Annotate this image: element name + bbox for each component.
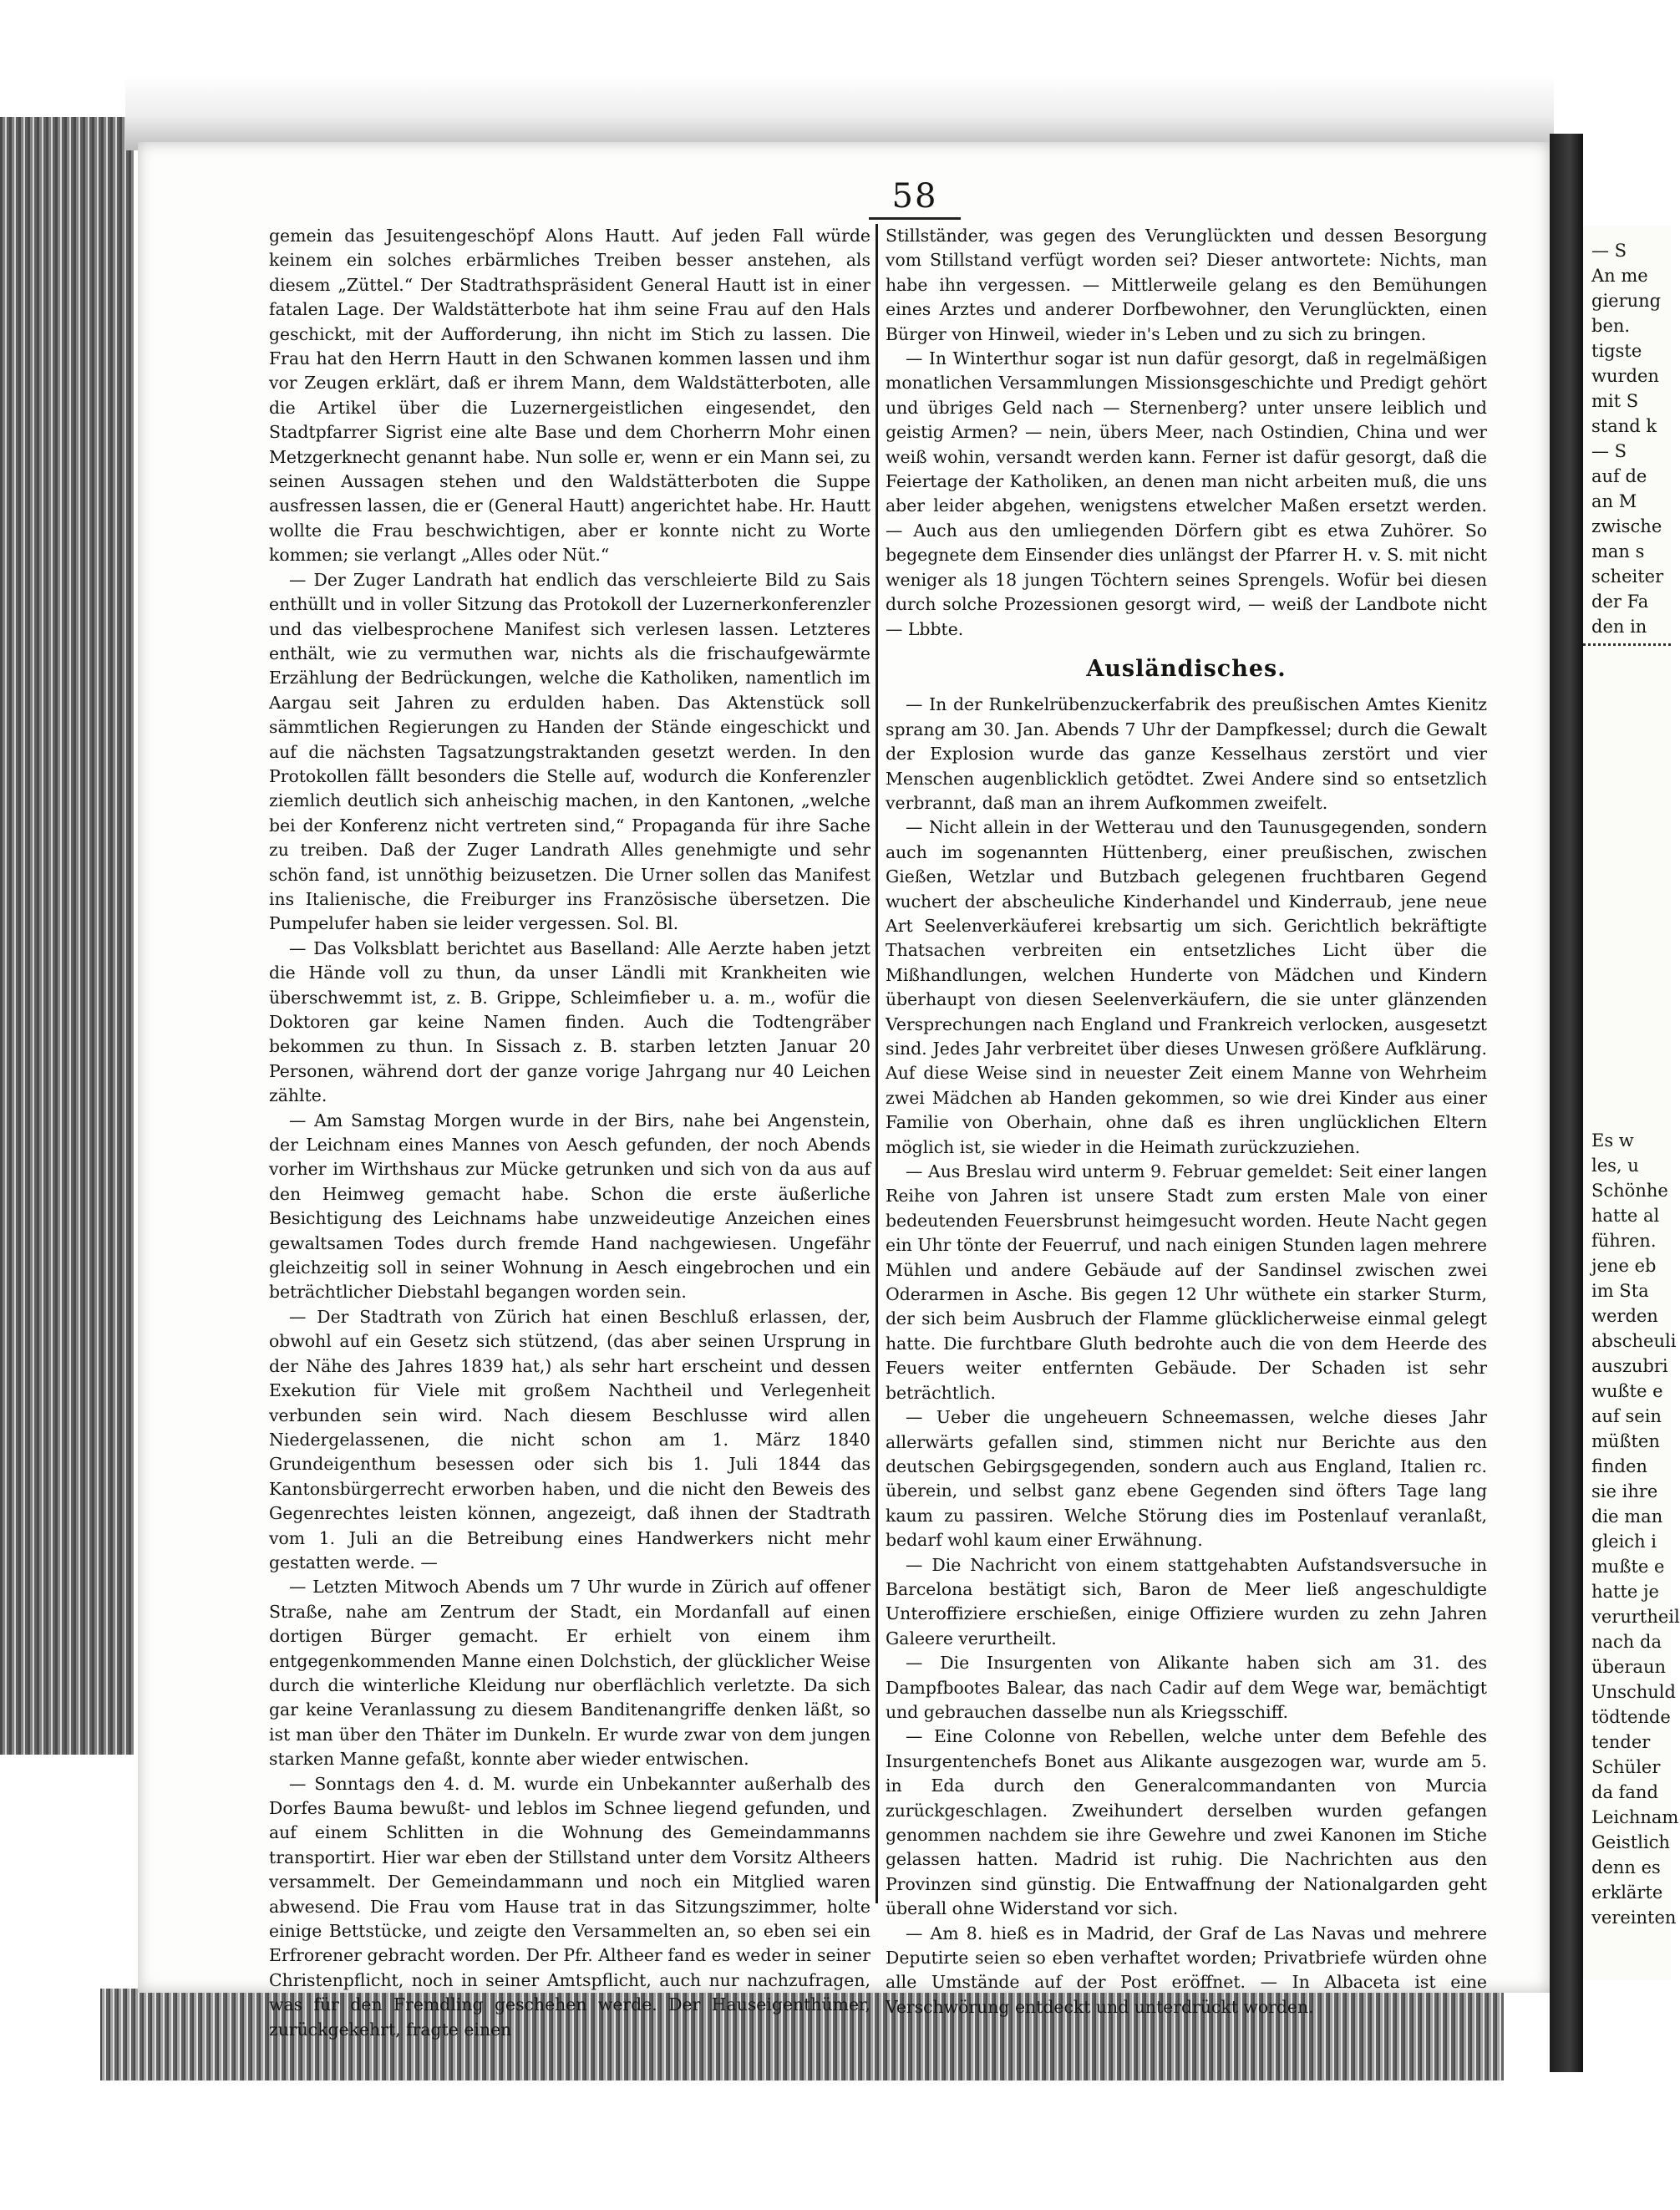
fragment-line: wurden [1591,366,1659,386]
fragment-line: scheiter [1591,566,1664,587]
article-paragraph: — Der Zuger Landrath hat endlich das verschleierte Bild zu Sais enthüllt und in voller Sitzung das Protokoll der Luzernerkonferenzler und das vielbesprochene Manifest sich verlesen lassen. Letzteres enthält, wie zu vermuthen war, nichts als die frischaufgewärmte Erzählung der Bedrückungen, welche die Katholiken, namentlich im Aargau seit Jahren zu erdulden haben. Das Aktenstück soll sämmtlichen Regierungen zu Handen der Stände eingeschickt und auf die nächsten Tagsatzungstraktanden gesetzt werden. In den Protokollen fällt besonders die Stelle auf, wodurch die Konferenzler ziemlich deutlich sich anheischig machen, in den Kantonen, „welche bei der Konferenz nicht vertreten sind,“ Propaganda für ihre Sache zu treiben. Daß der Zuger Landrath Alles genehmigte und sehr schön fand, ist unnöthig beizusetzen. Die Urner sollen das Manifest ins Italienische, die Freiburger ins Französische übersetzen. Die Pumpelufer haben sie leider vergessen. Sol. Bl. [269,569,870,934]
fragment-line: nach da [1591,1632,1662,1652]
fragment-line: Leichnam [1591,1807,1679,1827]
fragment-line: — S [1591,441,1627,461]
fragment-line: — S [1591,241,1627,261]
fragment-line: überaun [1591,1657,1667,1677]
fragment-line: sie ihre [1591,1481,1658,1501]
fragment-line: ben. [1591,316,1631,336]
section-heading: Ausländisches. [1086,655,1287,682]
article-paragraph: — Die Nachricht von einem stattgehabten Aufstandsversuche in Barcelona bestätigt sich, Baron de Meer ließ angeschuldigte Unteroffiziere erschießen, einige Offiziere wurden zu zehn Jahren Galeere verurtheilt. [886,1554,1487,1649]
fragment-line: abscheuli [1591,1331,1677,1351]
fragment-line: an M [1591,491,1637,511]
fragment-line: man s [1591,541,1645,561]
article-paragraph: — Nicht allein in der Wetterau und den Taunusgegenden, sondern auch im sogenannten Hüttenberg, einer preußischen, zwischen Gießen, Wetzlar und Butzbach gelegenen fruchtbaren Gegend wuchert der abscheuliche Kinderhandel und Kinderraub, jene neue Art Seelenverkäuferei krebsartig um sich. Gerichtlich bekräftigte Thatsachen verbreiten ein entsetzliches Licht über die Mißhandlungen, welchen Hunderte von Mädchen und Kindern überhaupt von diesen Seelenverkäufern, die sie unter glänzenden Versprechungen nach England und Frankreich verlocken, ausgesetzt sind. Jedes Jahr verbreitet über dieses Unwesen größere Aufklärung. Auf diese Weise sind in neuester Zeit einem Manne von Wehrheim zwei Mädchen ab Handen gekommen, so wie drei Kinder aus einer Familie von Oberhain, ohne daß es ihren unglücklichen Eltern möglich ist, sie wieder in die Heimath zurückzuziehen. [886,817,1487,1157]
fragment-line: gierung [1591,291,1662,311]
fragment-line: tender [1591,1732,1651,1752]
article-paragraph: — Sonntags den 4. d. M. wurde ein Unbekannter außerhalb des Dorfes Bauma bewußt- und leblos im Schnee liegend gefunden, und auf einem Schlitten in die Wohnung des Gemeindammanns transportirt. Hier war eben der Stillstand unter dem Vorsitz Altheers versammelt. Der Gemeindammann und noch ein Mitglied waren abwesend. Die Frau vom Hause trat in das Sitzungszimmer, holte einige Bettstücke, und zeigte den Versammelten an, so eben sei ein Erfrorener gebracht worden. Der Pfr. Altheer fand es weder in seiner Christenpflicht, noch in seiner Amtspflicht, auch nur nachzufragen, was für den Fremdling geschehen werde. Der Hauseigenthümer, zurückgekehrt, fragte einen [269,1773,870,2040]
page-number: 58 [869,177,961,220]
fragment-line: führen. [1591,1231,1657,1251]
fragment-line: Schüler [1591,1757,1661,1777]
article-paragraph: — Aus Breslau wird unterm 9. Februar gemeldet: Seit einer langen Reihe von Jahren ist unsere Stadt zum ersten Male von einer bedeutenden Feuersbrunst heimgesucht worden. Heute Nacht gegen ein Uhr tönte der Feuerruf, und nach einigen Stunden lagen mehrere Mühlen und andere Gebäude auf der Sandinsel zwischen zwei Oderarmen in Asche. Bis gegen 12 Uhr wüthete ein starker Sturm, der sich beim Ausbruch der Flamme glücklicherweise einmal gelegt hatte. Die furchtbare Gluth bedrohte auch die von dem Heerde des Feuers weiter entfernten Gebäude. Der Schaden ist sehr beträchtlich. [886,1161,1487,1403]
fragment-line: die man [1591,1506,1663,1527]
article-paragraph: — Am 8. hieß es in Madrid, der Graf de Las Navas und mehrere Deputirte seien so eben verhaftet worden; Privatbriefe würden ohne alle Umstände auf der Post eröffnet. — In Albaceta ist eine Verschwörung entdeckt und unterdrückt worden. [886,1923,1487,2017]
fragment-line: auf sein [1591,1406,1662,1426]
fragment-line: Unschuld [1591,1682,1676,1702]
fragment-line: den in [1591,617,1647,637]
article-paragraph: — In Winterthur sogar ist nun dafür gesorgt, daß in regelmäßigen monatlichen Versammlungen Missionsgeschichte und Predigt gehört und übriges Geld nach — Sternenberg? unter unsere leiblich und geistig Armen? — nein, übers Meer, nach Ostindien, China und wer weiß wohin, versandt werden kann. Ferner ist dafür gesorgt, daß die Feiertage der Katholiken, an denen man nicht arbeiten muß, die uns aber leider abgehen, wenigstens etwelcher Maßen ersetzt werden. — Auch aus den umliegenden Dörfern gibt es etwa Zuhörer. So begegnete dem Einsender dies unlängst der Pfarrer H. v. S. mit nicht weniger als 18 jungen Töchtern seines Sprengels. Wofür bei diesen durch solche Prozessionen gesorgt wird, — weiß der Landbote nicht — Lbbte. [886,348,1487,639]
book-top-edge [125,75,1554,150]
fragment-line: mit S [1591,391,1639,411]
right-column [886,224,1487,2019]
fragment-line: An me [1591,266,1648,286]
fragment-line: erklärte [1591,1882,1663,1903]
fragment-line: jene eb [1591,1256,1657,1276]
fragment-line: les, u [1591,1156,1639,1176]
fragment-line: müßten [1591,1431,1660,1451]
fragment-line: vereinten [1591,1908,1677,1928]
article-paragraph: — Letzten Mitwoch Abends um 7 Uhr wurde in Zürich auf offener Straße, nahe am Zentrum der Stadt, ein Mordanfall auf einen dortigen Bürger gemacht. Er erhielt von einem ihm entgegenkommenden Manne einen Dolchstich, der glücklicher Weise durch die winterliche Kleidung nur oberflächlich verletzte. Da sich gar keine Veranlassung zu diesem Banditenangriffe denken läßt, so ist man über den Thäter im Dunkeln. Er wurde zwar von dem jungen starken Manne gefaßt, konnte aber wieder entwischen. [269,1577,870,1770]
article-paragraph: — Das Volksblatt berichtet aus Baselland: Alle Aerzte haben jetzt die Hände voll zu thun, da unser Ländli mit Krankheiten wie überschwemmt ist, z. B. Grippe, Schleimfieber u. a. m., wofür die Doktoren gar keine Namen finden. Auch die Todtengräber bekommen zu thun. In Sissach z. B. starben letzten Januar 20 Personen, während dort der ganze vorige Jahrgang nur 40 Leichen zählte. [269,937,870,1106]
fragment-line: der Fa [1591,592,1649,612]
fragment-line: verurtheil [1591,1607,1680,1627]
article-paragraph: gemein das Jesuitengeschöpf Alons Hautt. Auf jeden Fall würde keinem ein solches erbärmliches Treiben besser anstehen, als diesem „Züttel.“ Der Stadtrathspräsident General Hautt ist in einer fatalen Lage. Der Waldstätterbote hat ihm seine Frau auf den Hals geschickt, mit der Aufforderung, ihn nicht im Stich zu lassen. Die Frau hat den Herrn Hautt in den Schwanen kommen lassen und ihm vor Zeugen erklärt, daß er ihrem Mann, dem Waldstätterboten, alle die Artikel über die Luzernergeistlichen eingesendet, den Stadtpfarrer Sigrist eine alte Base und dem Chorherrn Mohr einen Metzgerknecht genannt habe. Nun solle er, wenn er ein Mann sei, zu seinen Aussagen stehen und den Waldstätterboten die Suppe ausfressen lassen, die er (General Hautt) angerichtet habe. Hr. Hautt wollte die Frau beschwichtigen, aber er konnte nicht zu Worte kommen; sie verlangt „Alles oder Nüt.“ [269,226,870,566]
fragment-line: Geistlich [1591,1832,1670,1852]
book-spine-left-edge [0,117,134,1755]
fragment-line: tödtende [1591,1707,1671,1727]
fragment-line: wußte e [1591,1381,1663,1401]
book-gutter [1550,134,1583,2072]
fragment-divider [1583,643,1671,648]
next-page-fragment [1583,226,1680,1980]
article-paragraph: — Die Insurgenten von Alikante haben sich am 31. des Dampfbootes Balear, das nach Cadir auf dem Wege war, bemächtigt und gebrauchen dasselbe nun als Kriegsschiff. [886,1653,1487,1722]
article-paragraph: Stillständer, was gegen des Verunglückten und dessen Besorgung vom Stillstand verfügt worden sei? Dieser antwortete: Nichts, man habe ihn vergessen. — Mittlerweile gelang es den Bemühungen eines Arztes und anderer Dorfbewohner, den Verunglückten, einen Bürger von Hinweil, wieder in's Leben und zu sich zu bringen. [886,226,1487,344]
fragment-line: hatte je [1591,1582,1659,1602]
fragment-line: auszubri [1591,1356,1668,1376]
fragment-line: denn es [1591,1857,1661,1877]
article-paragraph: — Eine Colonne von Rebellen, welche unter dem Befehle des Insurgentenchefs Bonet aus Alikante ausgezogen war, wurde am 5. in Eda durch den Generalcommandanten von Murcia zurückgeschlagen. Zweihundert derselben wurden gefangen genommen nachdem sie ihre Gewehre und zwei Kanonen im Stiche gelassen hatten. Madrid ist ruhig. Die Nachrichten aus den Provinzen sind günstig. Die Entwaffnung der Nationalgarden geht überall ohne Widerstand vor sich. [886,1726,1487,1919]
fragment-line: Schönhe [1591,1181,1668,1201]
fragment-line: auf de [1591,466,1647,486]
column-divider [876,224,878,1903]
fragment-line: da fand [1591,1782,1658,1802]
fragment-line: im Sta [1591,1281,1649,1301]
fragment-line: stand k [1591,416,1657,436]
fragment-line: tigste [1591,341,1642,361]
fragment-line: finden [1591,1456,1647,1476]
fragment-line: werden [1591,1306,1658,1326]
left-column [269,224,870,2042]
next-page-bottom-block [1591,1128,1680,1930]
fragment-line: mußte e [1591,1557,1665,1577]
fragment-line: gleich i [1591,1532,1657,1552]
article-paragraph: — In der Runkelrübenzuckerfabrik des preußischen Amtes Kienitz sprang am 30. Jan. Abends 7 Uhr der Dampfkessel; durch die Gewalt der Explosion wurde das ganze Kesselhaus zerstört und vier Menschen augenblicklich getödtet. Zwei Andere sind so entsetzlich verbrannt, daß man an ihrem Aufkommen zweifelt. [886,694,1487,813]
article-paragraph: — Am Samstag Morgen wurde in der Birs, nahe bei Angenstein, der Leichnam eines Mannes von Aesch gefunden, der noch Abends vorher im Wirthshaus zur Mücke getrunken und sich von da aus auf den Heimweg gemacht habe. Schon die erste äußerliche Besichtigung des Leichnams habe unzweideutige Anzeichen eines gewaltsamen Todes durch fremde Hand nachgewiesen. Ungefähr gleichzeitig soll in seiner Wohnung in Aesch eingebrochen und ein beträchtlicher Diebstahl begangen worden sein. [269,1110,870,1303]
fragment-line: Es w [1591,1130,1634,1151]
next-page-top-block [1591,238,1663,639]
fragment-line: hatte al [1591,1206,1660,1226]
article-paragraph: — Ueber die ungeheuern Schneemassen, welche dieses Jahr allerwärts gefallen sind, stimmen nicht nur Berichte aus den deutschen Gebirgsgegenden, sondern auch aus England, Italien rc. überein, und selbst ganz ebene Gegenden sind öfters Tage lang kaum zu passiren. Welche Störung dies im Postenlauf veranlaßt, bedarf wohl kaum einer Erwähnung. [886,1407,1487,1551]
article-paragraph: — Der Stadtrath von Zürich hat einen Beschluß erlassen, der, obwohl auf ein Gesetz sich stützend, (das aber seinen Ursprung in der Nähe des Jahres 1839 hat,) als sehr hart erscheint und dessen Exekution für Viele mit großem Nachtheil und Verlegenheit verbunden sein wird. Nach diesem Beschlusse wird allen Niedergelassenen, die nicht schon am 1. März 1840 Grundeigenthum besessen oder sich bis 1. Juli 1844 das Kantonsbürgerrecht erworben haben, und die nicht den Beweis des Gegenrechtes leisten können, angezeigt, daß ihnen der Stadtrath vom 1. Juli an die Betreibung eines Handwerkers nicht mehr gestatten werde. — [269,1306,870,1572]
fragment-line: zwische [1591,516,1662,536]
